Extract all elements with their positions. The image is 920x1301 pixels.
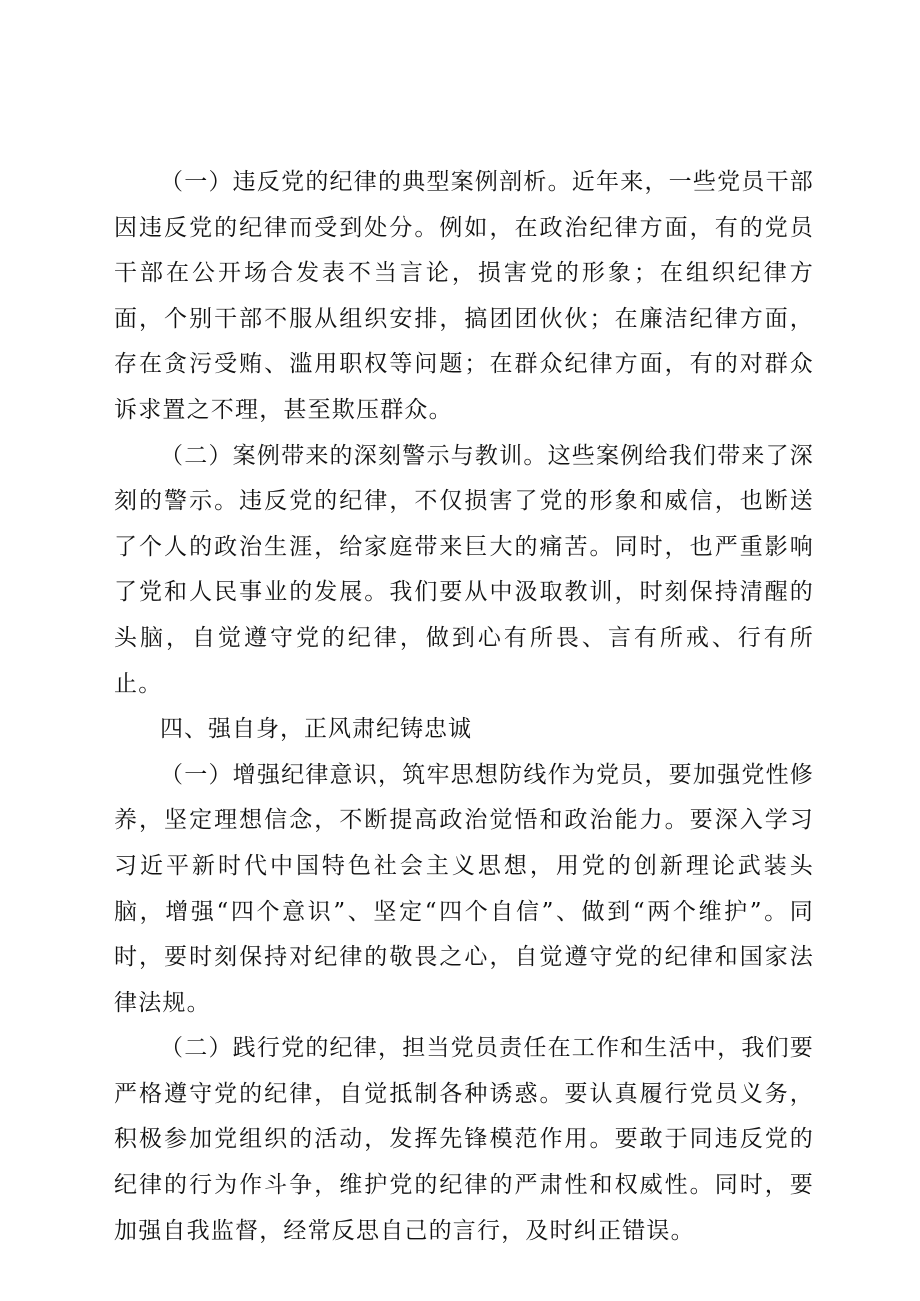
document-body xyxy=(114,160,814,1254)
paragraph-discipline-awareness: （一）增强纪律意识，筑牢思想防线作为党员，要加强党性修养，坚定理想信念，不断提高政治觉悟和政治能力。要深入学习习近平新时代中国特色社会主义思想，用党的创新理论武装头脑，增强“四个意识”、坚定“四个自信”、做到“两个维护”。同时，要时刻保持对纪律的敬畏之心，自觉遵守党的纪律和国家法律法规。 xyxy=(114,761,814,1016)
paragraph-case-lessons: （二）案例带来的深刻警示与教训。这些案例给我们带来了深刻的警示。违反党的纪律，不仅损害了党的形象和威信，也断送了个人的政治生涯，给家庭带来巨大的痛苦。同时，也严重影响了党和人民事业的发展。我们要从中汲取教训，时刻保持清醒的头脑，自觉遵守党的纪律，做到心有所畏、言有所戒、行有所止。 xyxy=(114,442,814,697)
paragraph-case-analysis: （一）违反党的纪律的典型案例剖析。近年来，一些党员干部因违反党的纪律而受到处分。例如，在政治纪律方面，有的党员干部在公开场合发表不当言论，损害党的形象；在组织纪律方面，个别干部不服从组织安排，搞团团伙伙；在廉洁纪律方面，存在贪污受贿、滥用职权等问题；在群众纪律方面，有的对群众诉求置之不理，甚至欺压群众。 xyxy=(114,169,814,423)
section-heading: 四、强自身，正风肃纪铸忠诚 xyxy=(160,716,472,743)
paragraph-practice-discipline: （二）践行党的纪律，担当党员责任在工作和生活中，我们要严格遵守党的纪律，自觉抵制各种诱惑。要认真履行党员义务，积极参加党组织的活动，发挥先锋模范作用。要敢于同违反党的纪律的行为作斗争，维护党的纪律的严肃性和权威性。同时，要加强自我监督，经常反思自己的言行，及时纠正错误。 xyxy=(114,1035,814,1244)
